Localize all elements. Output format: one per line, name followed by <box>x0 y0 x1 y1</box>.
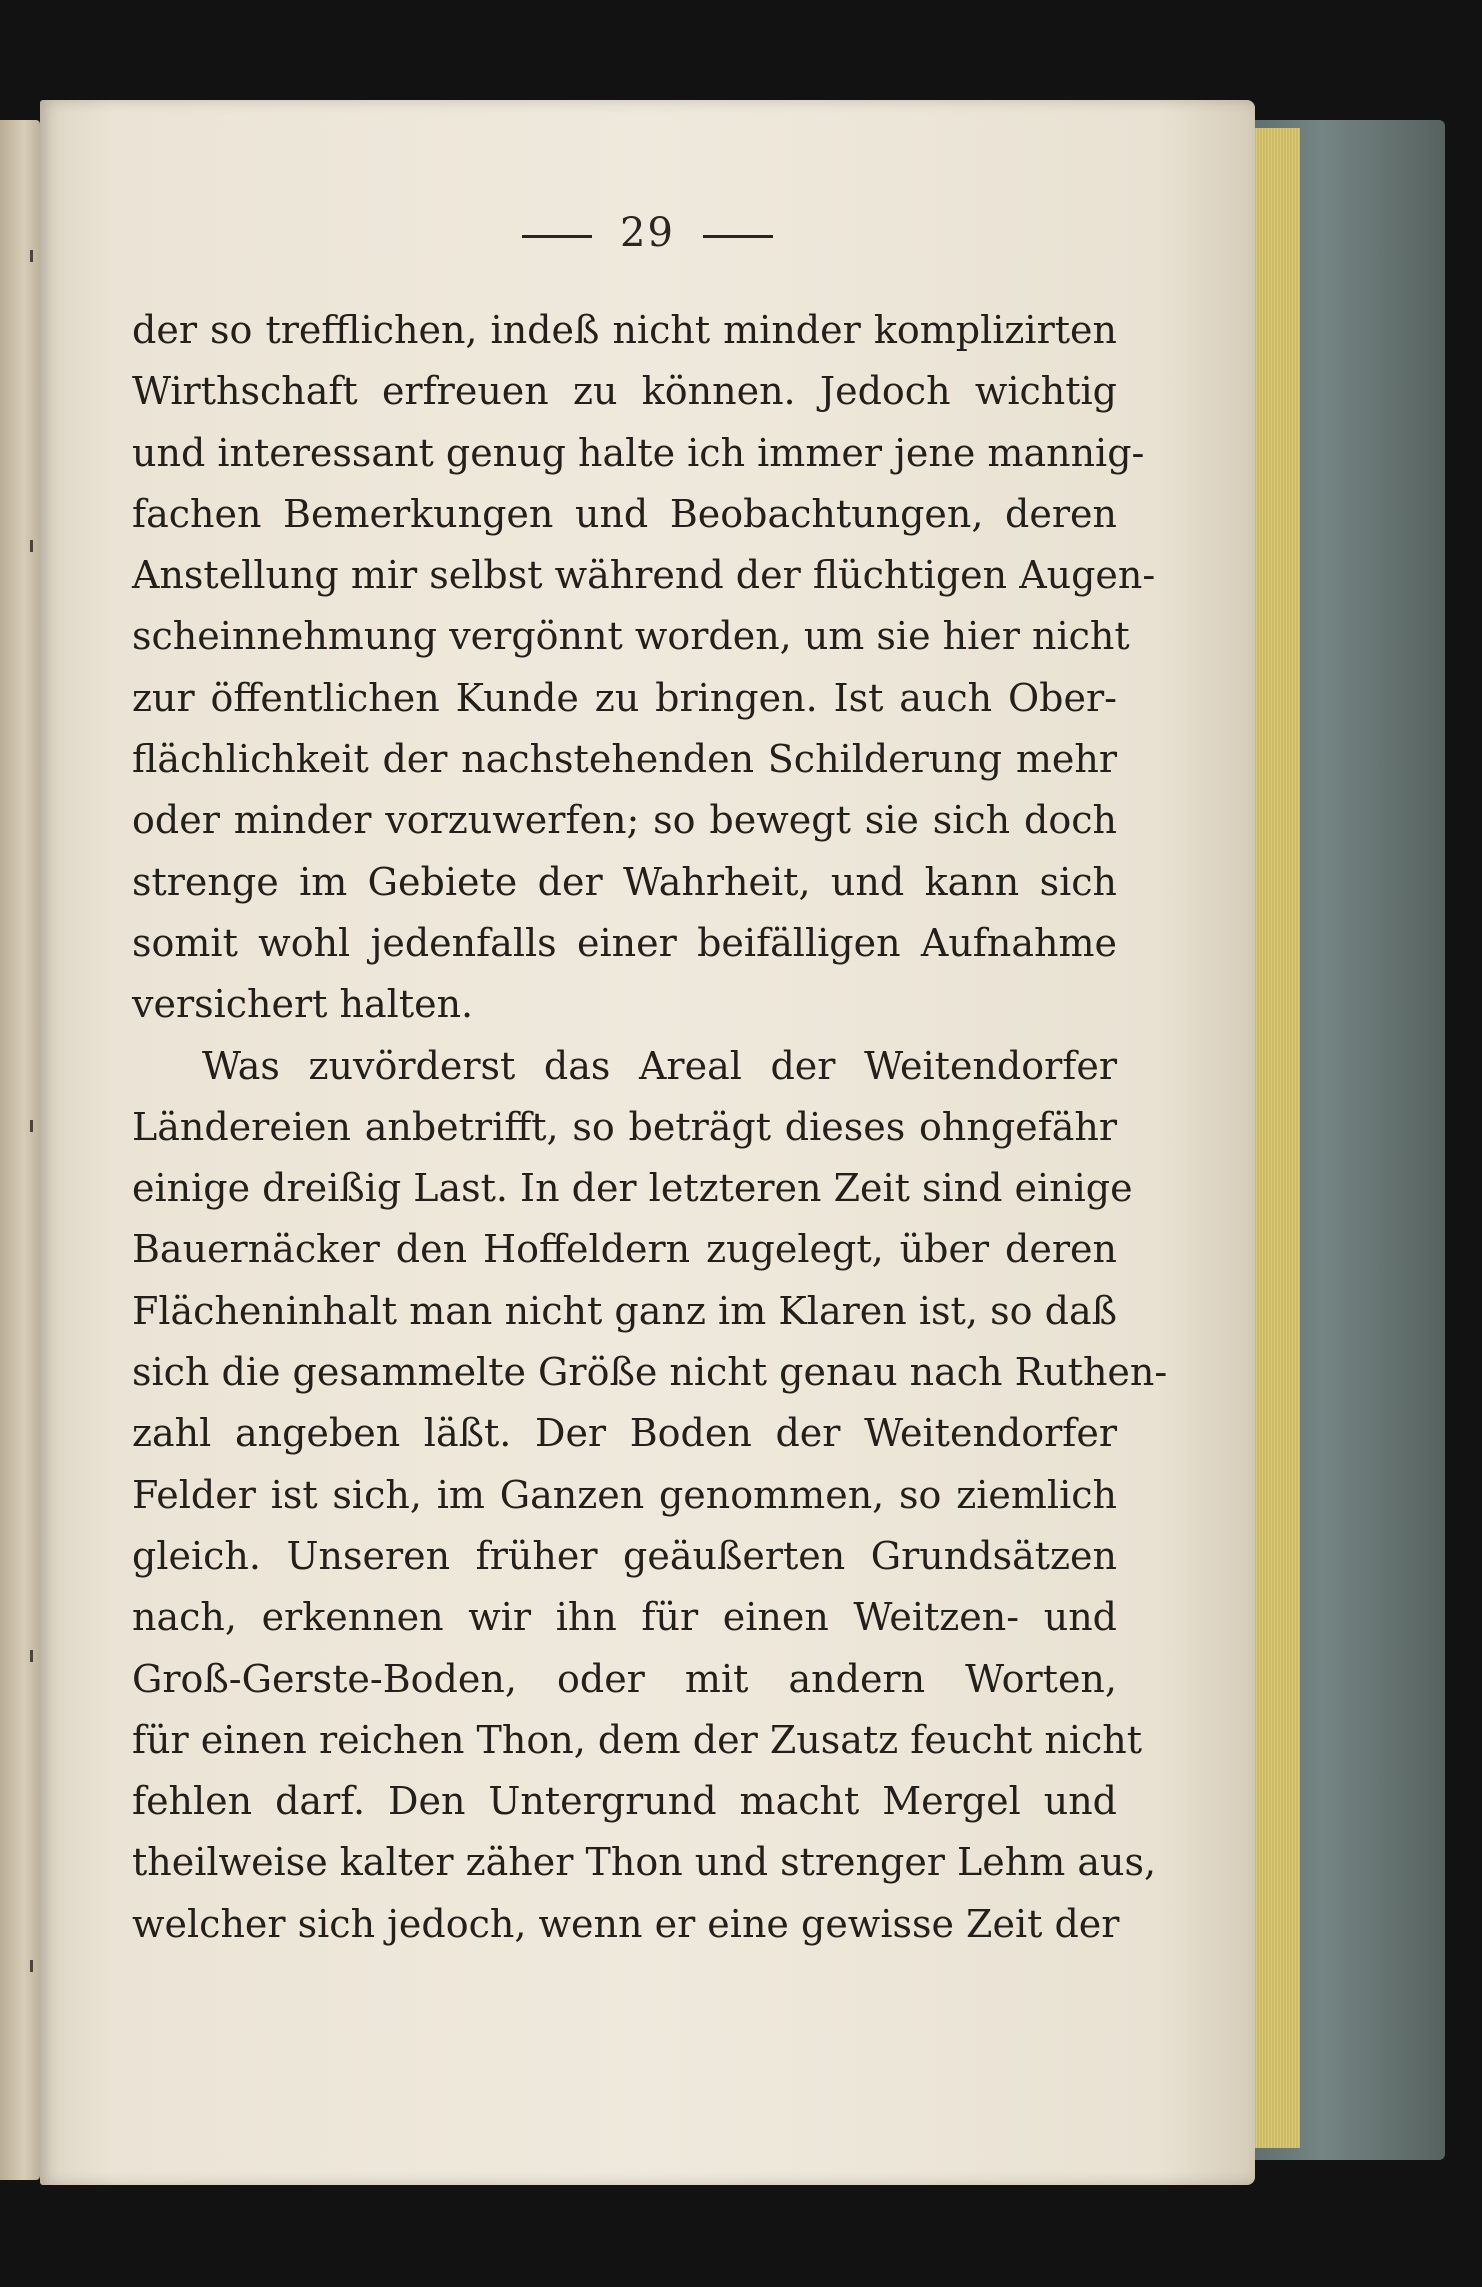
text-line: theilweise kalter zäher Thon und strenger Lehm aus, <box>132 1840 1157 1885</box>
text-line: Anstellung mir selbst während der flüchtigen Augen- <box>132 553 1156 598</box>
previous-page-mark <box>30 1650 33 1662</box>
text-line: zur öffentlichen Kunde zu bringen. Ist auch Ober- <box>132 675 1117 720</box>
text-line: Flächeninhalt man nicht ganz im Klaren ist, so daß <box>132 1288 1117 1333</box>
previous-page-mark <box>30 540 33 552</box>
body-text <box>132 300 1168 1955</box>
text-line: zahl angeben läßt. Der Boden der Weitendorfer <box>132 1411 1117 1456</box>
text-line: Groß-Gerste-Boden, oder mit andern Worten, <box>132 1656 1117 1701</box>
text-line: und interessant genug halte ich immer jene mannig- <box>132 430 1145 475</box>
text-line: welcher sich jedoch, wenn er eine gewisse Zeit der <box>132 1901 1120 1946</box>
page-number: 29 <box>620 210 675 256</box>
text-line: scheinnehmung vergönnt worden, um sie hier nicht <box>132 614 1130 659</box>
text-line: sich die gesammelte Größe nicht genau nach Ruthen- <box>132 1350 1168 1395</box>
text-line: der so trefflichen, indeß nicht minder komplizirten <box>132 308 1117 352</box>
header-dash-right <box>703 235 773 238</box>
page-header <box>40 210 1255 256</box>
text-line: fachen Bemerkungen und Beobachtungen, deren <box>132 491 1117 536</box>
previous-page-edge <box>0 120 40 2180</box>
text-line: Felder ist sich, im Ganzen genommen, so ziemlich <box>132 1472 1117 1517</box>
header-dash-left <box>522 235 592 238</box>
previous-page-mark <box>30 250 33 262</box>
text-line: für einen reichen Thon, dem der Zusatz feucht nicht <box>132 1717 1143 1762</box>
text-line: somit wohl jedenfalls einer beifälligen Aufnahme <box>132 920 1117 965</box>
text-line: versichert halten. <box>132 982 474 1027</box>
text-line: oder minder vorzuwerfen; so bewegt sie sich doch <box>132 798 1117 843</box>
text-line: Wirthschaft erfreuen zu können. Jedoch wichtig <box>132 369 1117 414</box>
text-line: fehlen darf. Den Untergrund macht Mergel und <box>132 1779 1117 1824</box>
previous-page-mark <box>30 1120 33 1132</box>
text-line: gleich. Unseren früher geäußerten Grundsätzen <box>132 1533 1117 1578</box>
text-line: einige dreißig Last. In der letzteren Zeit sind einige <box>132 1166 1133 1211</box>
text-line: flächlichkeit der nachstehenden Schilderung mehr <box>132 737 1117 782</box>
text-line: Bauernäcker den Hoffeldern zugelegt, über deren <box>132 1227 1117 1272</box>
text-line: Was zuvörderst das Areal der Weitendorfer <box>202 1043 1117 1088</box>
book-page <box>40 100 1255 2185</box>
text-line: strenge im Gebiete der Wahrheit, und kann sich <box>132 859 1117 904</box>
previous-page-mark <box>30 1960 33 1972</box>
text-line: nach, erkennen wir ihn für einen Weitzen- und <box>132 1595 1117 1640</box>
text-line: Ländereien anbetrifft, so beträgt dieses ohngefähr <box>132 1104 1117 1149</box>
